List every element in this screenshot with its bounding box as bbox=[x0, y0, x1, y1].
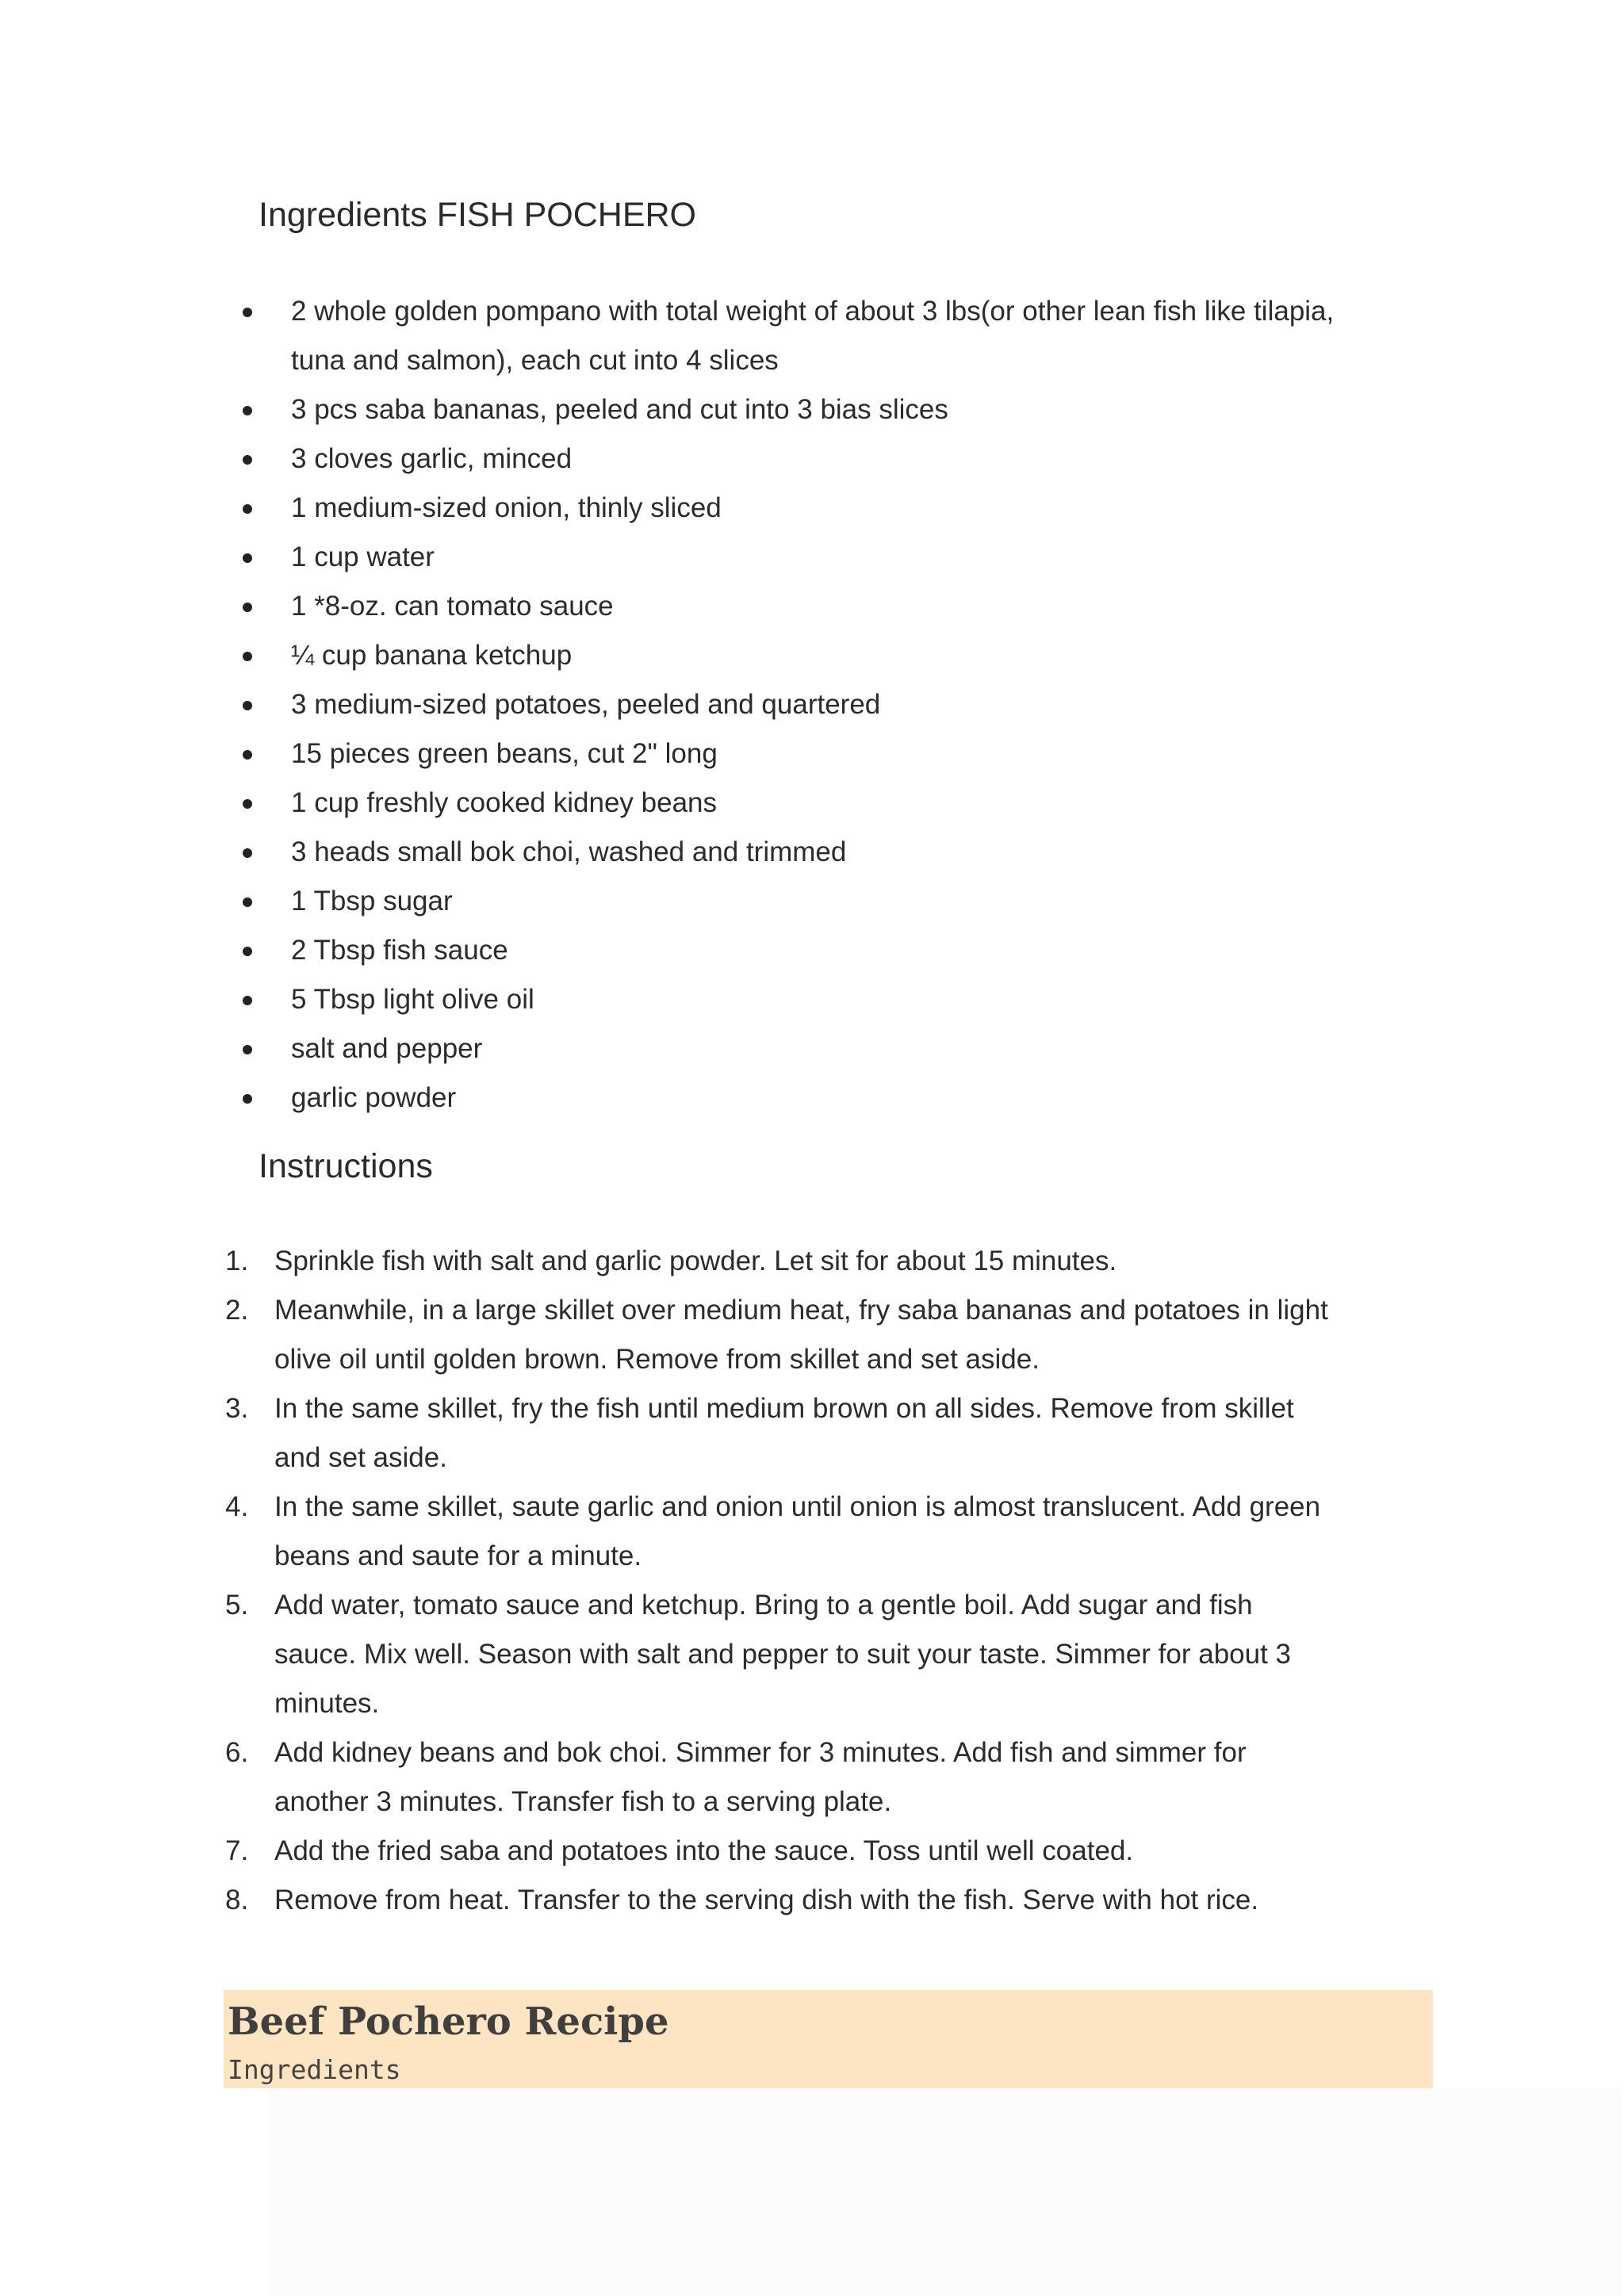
list-item bbox=[0, 1237, 1337, 1286]
step-number: 4. bbox=[225, 1491, 249, 1522]
list-item bbox=[0, 1483, 1337, 1581]
bullet-icon bbox=[243, 652, 252, 661]
list-item: 5 Tbsp light olive oil bbox=[0, 975, 1338, 1024]
step-text: Add water, tomato sauce and ketchup. Bring to a gentle boil. Add sugar and fish sauce. Mix well. Season with salt and pepper to suit your taste. Simmer for about 3 minutes. bbox=[274, 1590, 1292, 1719]
list-item: 1 medium-sized onion, thinly sliced bbox=[0, 484, 1338, 533]
instructions-heading: Instructions bbox=[259, 1147, 433, 1185]
content-panel bbox=[268, 2088, 1622, 2296]
step-text: Add the fried saba and potatoes into the sauce. Toss until well coated. bbox=[274, 1835, 1134, 1866]
list-item: 1 cup water bbox=[0, 533, 1338, 582]
fish-ingredients-heading: Ingredients FISH POCHERO bbox=[259, 196, 697, 234]
list-item: garlic powder bbox=[0, 1073, 1338, 1123]
bullet-icon bbox=[243, 406, 252, 415]
list-item: 1 Tbsp sugar bbox=[0, 877, 1338, 926]
bullet-icon bbox=[243, 848, 252, 858]
bullet-icon bbox=[243, 701, 252, 710]
list-item: 1 *8-oz. can tomato sauce bbox=[0, 582, 1338, 631]
list-item: 3 cloves garlic, minced bbox=[0, 434, 1338, 484]
list-item bbox=[0, 1581, 1337, 1728]
list-item: salt and pepper bbox=[0, 1024, 1338, 1073]
step-number: 6. bbox=[225, 1737, 249, 1768]
step-text: Sprinkle fish with salt and garlic powder. Let sit for about 15 minutes. bbox=[274, 1246, 1117, 1276]
list-item bbox=[0, 1728, 1337, 1827]
list-item: 2 whole golden pompano with total weight of about 3 lbs(or other lean fish like tilapia, tuna and salmon), each cut into 4 slices bbox=[0, 287, 1338, 385]
step-text: In the same skillet, saute garlic and onion until onion is almost translucent. Add green beans and saute for a minute. bbox=[274, 1491, 1321, 1571]
list-item: 3 medium-sized potatoes, peeled and quartered bbox=[0, 680, 1338, 729]
list-item: 2 Tbsp fish sauce bbox=[0, 926, 1338, 975]
bullet-icon bbox=[243, 504, 252, 514]
step-text: Add kidney beans and bok choi. Simmer for 3 minutes. Add fish and simmer for another 3 minutes. Transfer fish to a serving plate. bbox=[274, 1737, 1247, 1817]
bullet-icon bbox=[243, 1045, 252, 1054]
bullet-icon bbox=[243, 308, 252, 317]
beef-ingredients-subheading: Ingredients bbox=[228, 2054, 401, 2085]
bullet-icon bbox=[243, 1094, 252, 1104]
beef-pochero-header bbox=[224, 1990, 1433, 2088]
step-number: 8. bbox=[225, 1885, 249, 1915]
list-item: 3 pcs saba bananas, peeled and cut into 3 bias slices bbox=[0, 385, 1338, 434]
list-item: 15 pieces green beans, cut 2" long bbox=[0, 729, 1338, 779]
bullet-icon bbox=[243, 799, 252, 809]
list-item: 1 cup freshly cooked kidney beans bbox=[0, 779, 1338, 828]
bullet-icon bbox=[243, 897, 252, 907]
bullet-icon bbox=[243, 947, 252, 956]
fish-ingredients-list bbox=[0, 287, 1624, 1123]
bullet-icon bbox=[243, 553, 252, 563]
list-item bbox=[0, 1286, 1337, 1384]
beef-pochero-title: Beef Pochero Recipe bbox=[228, 1999, 669, 2044]
instructions-list bbox=[0, 1237, 1624, 1925]
step-number: 2. bbox=[225, 1295, 249, 1326]
list-item bbox=[0, 1876, 1337, 1925]
list-item: ¼ cup banana ketchup bbox=[0, 631, 1338, 680]
bullet-icon bbox=[243, 996, 252, 1005]
list-item bbox=[0, 1827, 1337, 1876]
step-text: In the same skillet, fry the fish until medium brown on all sides. Remove from skillet and set aside. bbox=[274, 1393, 1294, 1473]
step-text: Meanwhile, in a large skillet over medium heat, fry saba bananas and potatoes in light olive oil until golden brown. Remove from skillet and set aside. bbox=[274, 1295, 1328, 1375]
step-number: 1. bbox=[225, 1246, 249, 1276]
step-number: 7. bbox=[225, 1835, 249, 1866]
bullet-icon bbox=[243, 603, 252, 612]
step-number: 5. bbox=[225, 1590, 249, 1621]
step-number: 3. bbox=[225, 1393, 249, 1424]
step-text: Remove from heat. Transfer to the serving dish with the fish. Serve with hot rice. bbox=[274, 1885, 1259, 1915]
bullet-icon bbox=[243, 455, 252, 465]
list-item bbox=[0, 1384, 1337, 1483]
list-item: 3 heads small bok choi, washed and trimmed bbox=[0, 828, 1338, 877]
bullet-icon bbox=[243, 750, 252, 760]
